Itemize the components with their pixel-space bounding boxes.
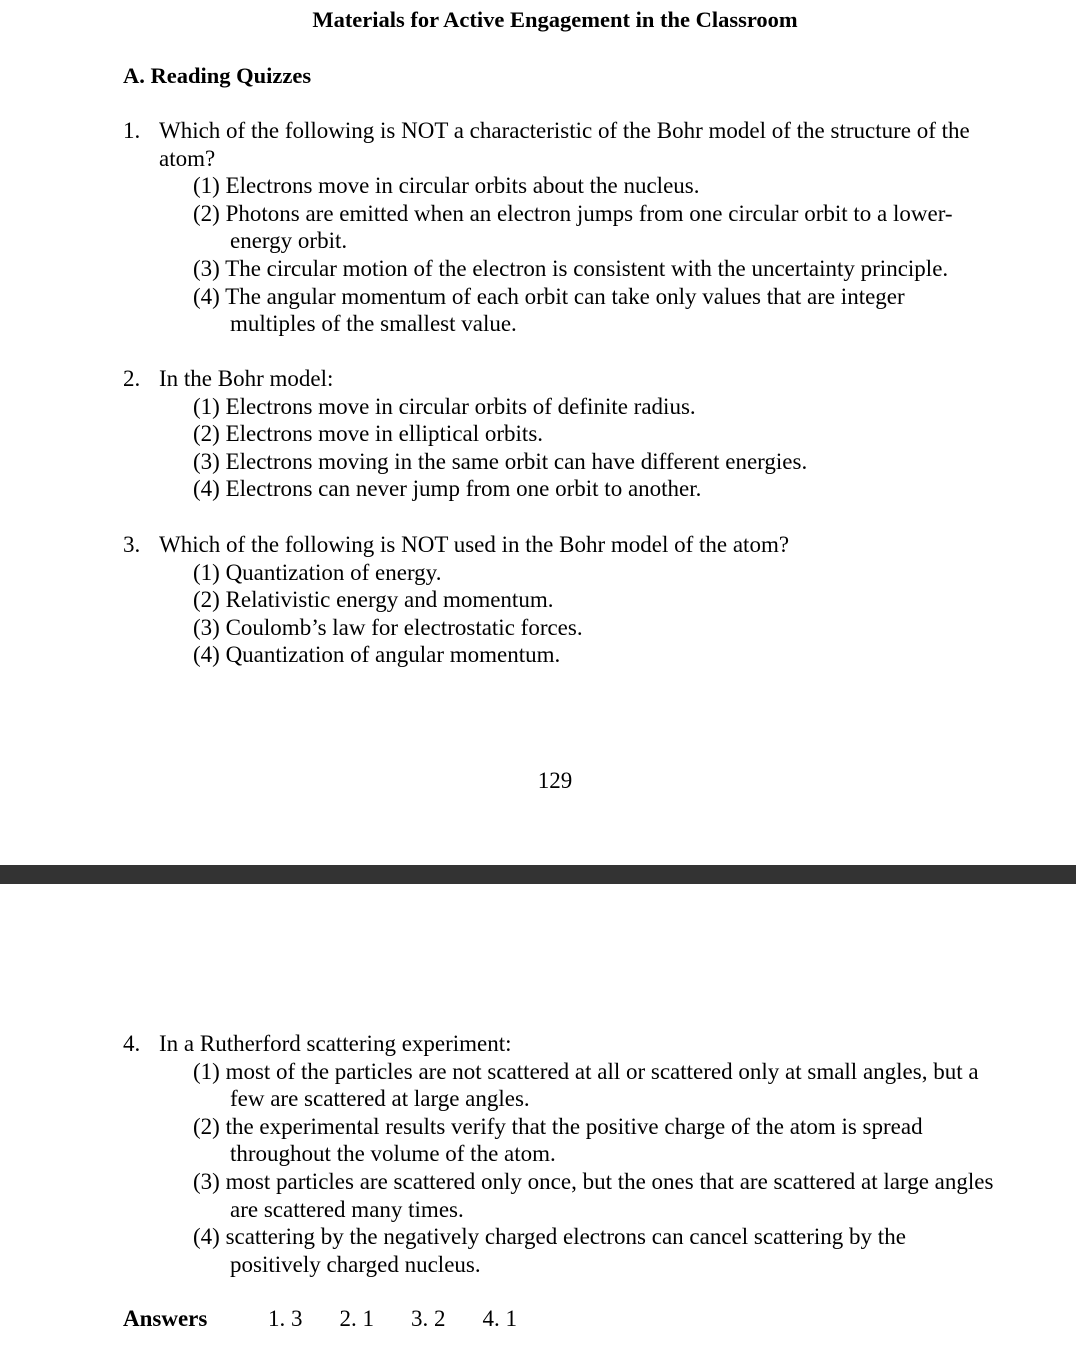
option: (2) Photons are emitted when an electron jumps from one circular orbit to a lower-energy orbit.: [193, 200, 953, 254]
option: (3) Coulomb’s law for electrostatic forces.: [193, 614, 583, 640]
page-number: 129: [537, 768, 573, 793]
answers-label: Answers: [123, 1306, 208, 1331]
answers-row: [123, 1305, 554, 1333]
question-1: [123, 117, 1003, 338]
option: (4) Electrons can never jump from one orbit to another.: [193, 476, 702, 502]
question-number: 2.: [123, 366, 141, 391]
option: (3) most particles are scattered only once, but the ones that are scattered at large angles are scattered many times.: [193, 1168, 994, 1222]
question-text: In a Rutherford scattering experiment:: [159, 1031, 512, 1056]
option: (4) scattering by the negatively charged electrons can cancel scattering by the positively charged nucleus.: [193, 1224, 906, 1277]
option: (1) Electrons move in circular orbits of definite radius.: [193, 393, 696, 419]
option: (3) The circular motion of the electron is consistent with the uncertainty principle.: [193, 255, 949, 281]
option: (1) most of the particles are not scattered at all or scattered only at small angles, but a few are scattered at large angles.: [193, 1058, 979, 1112]
question-number: 1.: [123, 118, 141, 143]
question-4: [123, 1030, 1003, 1278]
answer-item: 4. 1: [482, 1306, 517, 1331]
option: (2) the experimental results verify that the positive charge of the atom is spread throughout the volume of the atom.: [193, 1113, 923, 1167]
question-3: [123, 531, 1003, 669]
answer-item: 1. 3: [268, 1306, 303, 1331]
option: (1) Electrons move in circular orbits about the nucleus.: [193, 173, 700, 199]
question-text: Which of the following is NOT a characteristic of the Bohr model of the structure of the atom?: [159, 118, 970, 171]
question-number: 4.: [123, 1031, 141, 1056]
option: (2) Relativistic energy and momentum.: [193, 587, 554, 613]
question-text: In the Bohr model:: [159, 366, 334, 391]
answer-item: 2. 1: [339, 1306, 374, 1331]
option: (4) Quantization of angular momentum.: [193, 642, 561, 668]
page-divider: [0, 865, 1076, 884]
question-number: 3.: [123, 532, 141, 557]
question-text: Which of the following is NOT used in the Bohr model of the atom?: [159, 532, 790, 557]
question-2: [123, 365, 1003, 503]
option: (4) The angular momentum of each orbit can take only values that are integer multiples of the smallest value.: [193, 283, 905, 337]
answer-item: 3. 2: [411, 1306, 446, 1331]
section-heading: A. Reading Quizzes: [123, 63, 312, 88]
option: (2) Electrons move in elliptical orbits.: [193, 421, 544, 447]
page-title: Materials for Active Engagement in the Classroom: [312, 7, 798, 32]
option: (1) Quantization of energy.: [193, 559, 442, 585]
option: (3) Electrons moving in the same orbit can have different energies.: [193, 448, 808, 474]
